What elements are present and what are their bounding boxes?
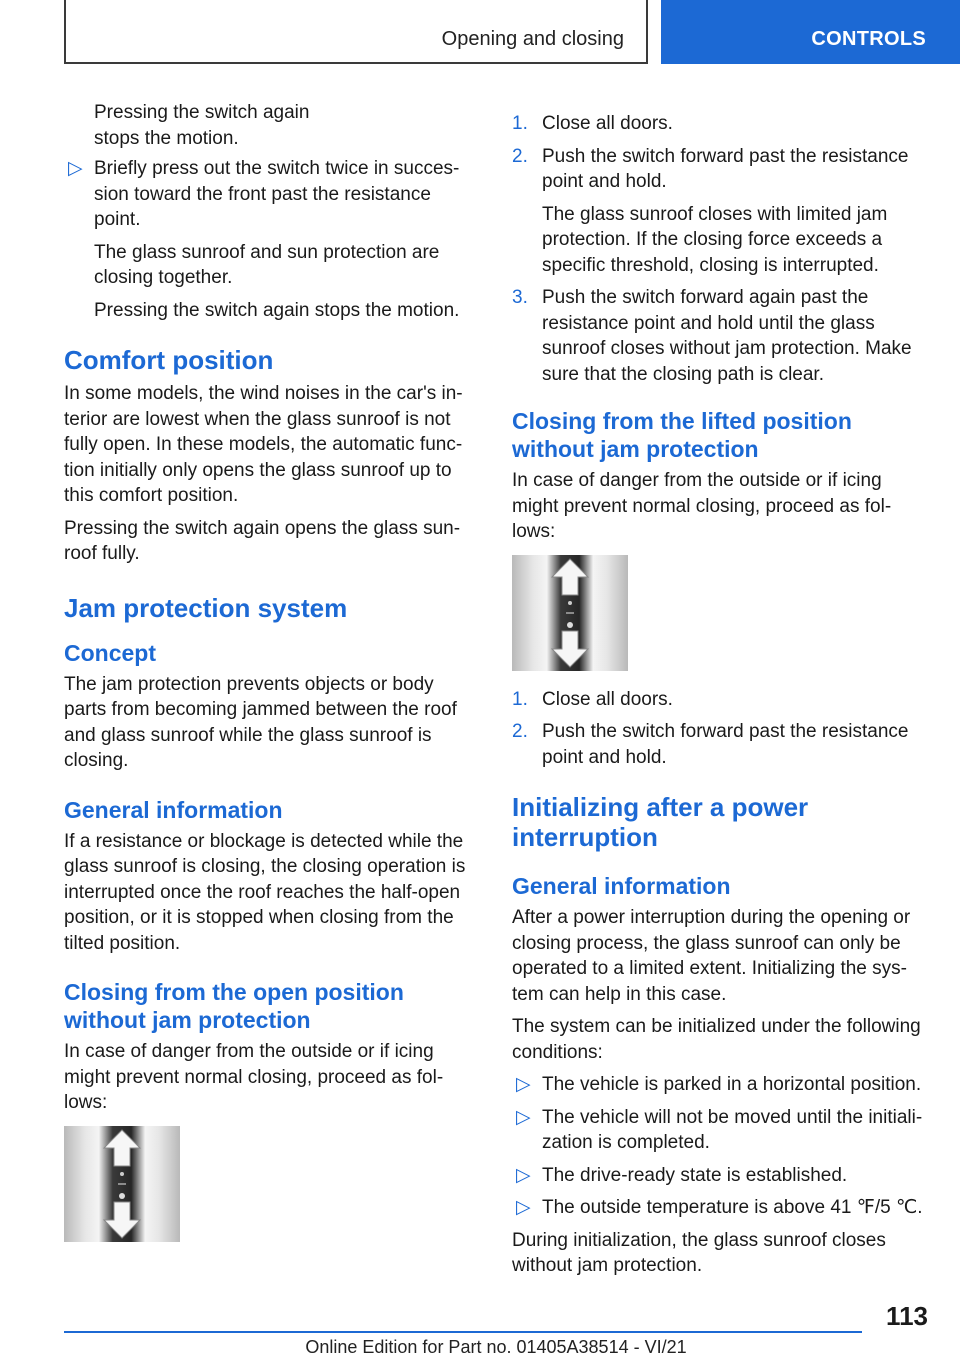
paragraph: The system can be initialized under the following conditions: [512,1016,921,1063]
condition-item [512,1105,924,1156]
condition-text: The vehicle is parked in a horizontal position. [542,1074,922,1095]
condition-item [512,1195,924,1221]
general-info-heading: General information [64,796,283,823]
step-item [512,144,924,195]
sunroof-switch-image [64,1126,180,1242]
continued-line-1: Pressing the switch again [94,102,310,123]
step-item [512,687,924,713]
step-text: Push the switch forward past the resistance point and hold. [542,721,909,768]
paragraph: In some models, the wind noises in the car's interior are lowest when the glass sunroof is not fully open. In these models, the automatic function initially only opens the glass sunroof up to this comfort position. [64,383,463,506]
concept-heading: Concept [64,639,156,666]
step-number: 2. [512,721,528,742]
step-text: Close all doors. [542,688,673,710]
jam-protection-heading: Jam protection system [64,592,348,623]
right-column [512,111,924,1286]
triangle-bullet-icon: ▷ [516,1197,531,1218]
triangle-bullet-icon: ▷ [516,1164,531,1186]
condition-text: The drive-ready state is established. [542,1164,848,1186]
chapter-tab: CONTROLS [661,0,960,64]
comfort-position-heading: Comfort position [64,345,274,375]
paragraph: During initialization, the glass sunroof closes without jam protection. [512,1229,886,1276]
triangle-bullet-icon: ▷ [68,158,83,179]
step-number: 1. [512,113,528,134]
bullet-subtext: Pressing the switch again stops the motion. [94,299,460,321]
continued-line-2: stops the motion. [94,127,239,149]
lifted-position-heading: Closing from the lifted position without jam protection [512,408,852,462]
condition-item [512,1072,924,1098]
paragraph: In case of danger from the outside or if icing might prevent normal closing, proceed as follows: [512,470,892,542]
open-position-heading: Closing from the open position without jam protection [64,979,404,1033]
bullet-item [64,156,476,233]
step-subtext: The glass sunroof closes with limited jam protection. If the closing force exceeds a specific threshold, closing is interrupted. [542,203,888,276]
footer-divider [64,1331,862,1333]
step-item [512,719,924,770]
sunroof-switch-image [512,555,628,671]
condition-text: The outside temperature is above 41 ℉/5 ℃. [542,1197,923,1218]
initializing-heading: Initializing after a power interruption [512,792,809,852]
left-column [64,100,476,1258]
continued-text [64,100,476,151]
general-info-heading: General information [512,873,731,899]
paragraph: If a resistance or blockage is detected while the glass sunroof is closing, the closing operation is interrupted once the roof reaches the half-open position, or it is stopped when closing from the tilted position. [64,830,466,954]
paragraph: Pressing the switch again opens the glass sunroof fully. [64,517,461,564]
step-number: 2. [512,145,528,167]
paragraph: The jam protection prevents objects or body parts from becoming jammed between the roof and glass sunroof while the glass sunroof is closing. [64,673,457,771]
bullet-subtext: The glass sunroof and sun protection are closing together. [94,241,440,288]
step-text: Close all doors. [542,113,673,134]
paragraph: After a power interruption during the opening or closing process, the glass sunroof can only be operated to a limited extent. Initializing the system can help in this case. [512,907,911,1005]
step-item [512,111,924,137]
step-text: Push the switch forward again past the resistance point and hold until the glass sunroof closes without jam protection. Make sure that the closing path is clear. [542,287,912,385]
step-number: 3. [512,287,528,308]
step-number: 1. [512,688,528,710]
page-number: 113 [886,1301,928,1331]
paragraph: In case of danger from the outside or if icing might prevent normal closing, proceed as follows: [64,1041,444,1113]
switch-arrows-icon [512,555,628,671]
condition-text: The vehicle will not be moved until the initialization is completed. [542,1106,923,1153]
triangle-bullet-icon: ▷ [516,1074,531,1095]
bullet-text: Briefly press out the switch twice in succession toward the front past the resistance point. [94,158,460,230]
step-item [512,285,924,387]
switch-arrows-icon [64,1126,180,1242]
section-title: Opening and closing [441,28,624,50]
condition-item [512,1163,924,1189]
triangle-bullet-icon: ▷ [516,1106,531,1128]
edition-footer: Online Edition for Part no. 01405A38514 - VI/21 [305,1337,687,1357]
step-text: Push the switch forward past the resistance point and hold. [542,145,909,192]
